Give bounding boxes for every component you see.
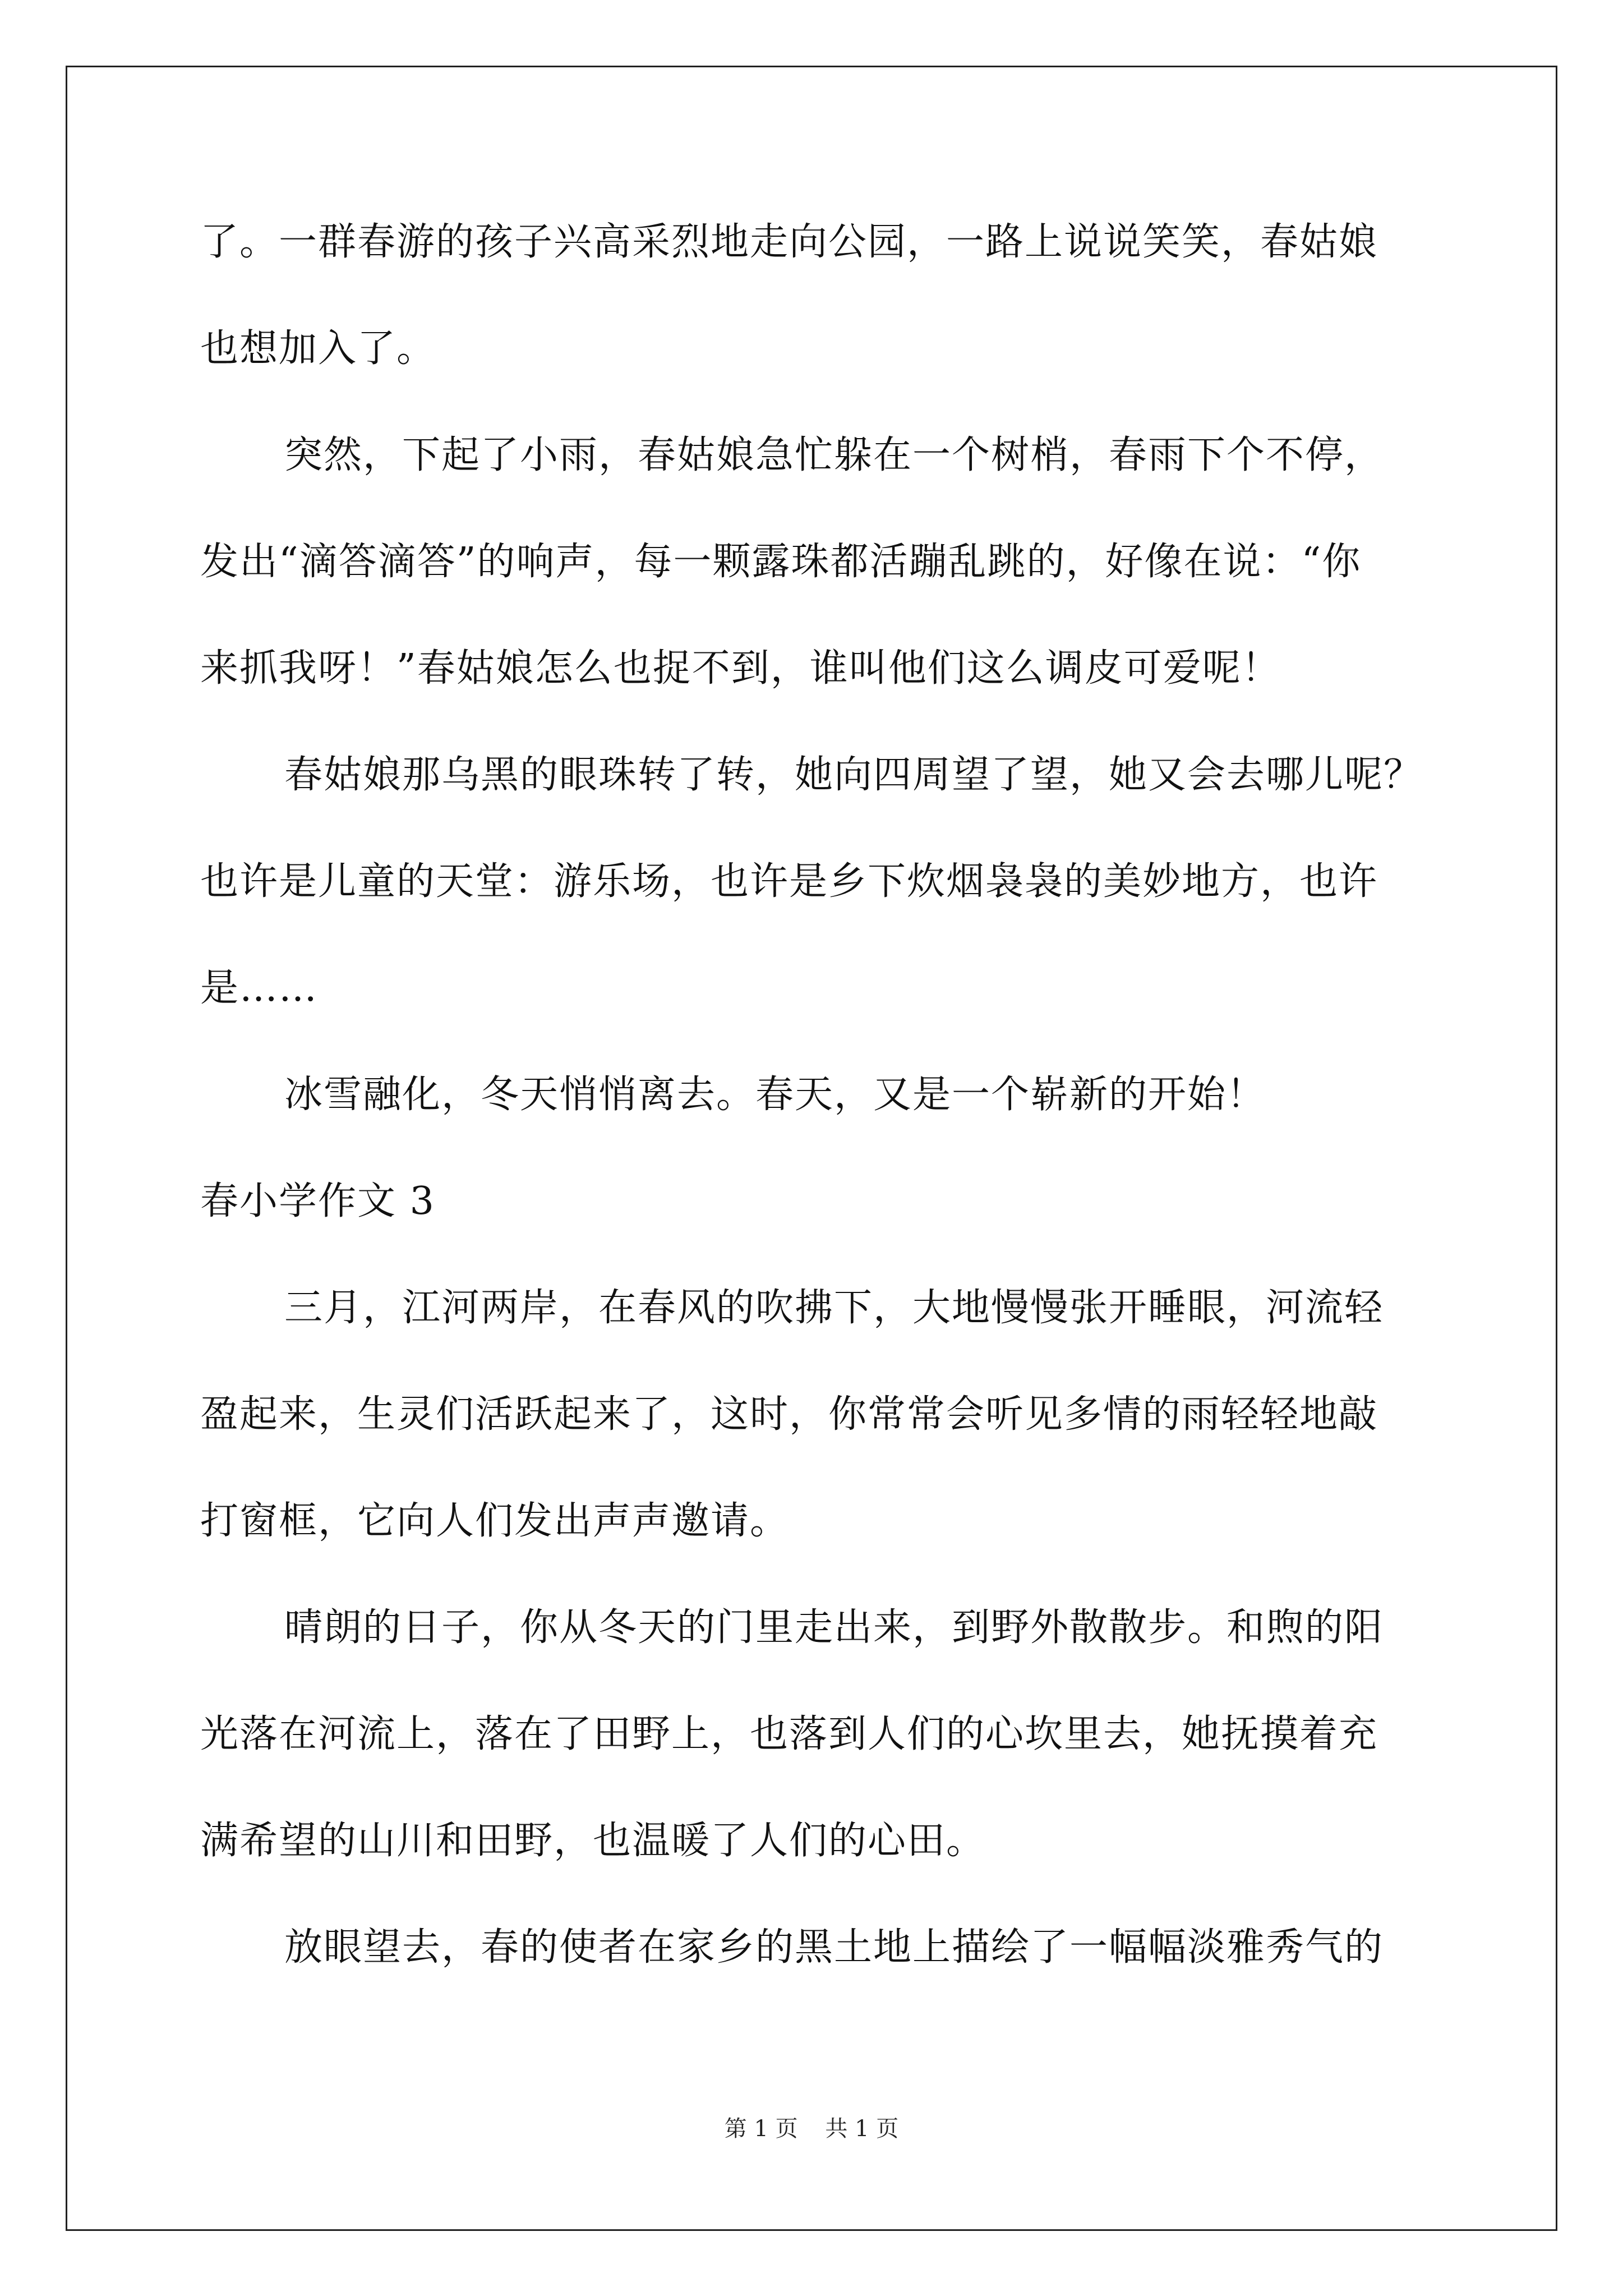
page-footer	[0, 2115, 1623, 2143]
text-line: 光落在河流上，落在了田野上，也落到人们的心坎里去，她抚摸着充	[200, 1712, 1378, 1756]
text-line: 发出“滴答滴答”的响声，每一颗露珠都活蹦乱跳的，好像在说：“你	[200, 540, 1362, 584]
page-total: 共 1 页	[825, 2116, 899, 2142]
paragraph-line: 三月，江河两岸，在春风的吹拂下，大地慢慢张开睡眼，河流轻	[284, 1286, 1384, 1330]
text-line: 了。一群春游的孩子兴高采烈地走向公园，一路上说说笑笑，春姑娘	[200, 220, 1378, 264]
paragraph-line: 春姑娘那乌黑的眼珠转了转，她向四周望了望，她又会去哪儿呢？	[284, 753, 1423, 797]
section-title: 春小学作文 3	[200, 1179, 435, 1223]
text-line: 打窗框，它向人们发出声声邀请。	[200, 1499, 790, 1543]
text-line: 也许是儿童的天堂：游乐场，也许是乡下炊烟袅袅的美妙地方，也许	[200, 859, 1378, 904]
page-number: 第 1 页	[724, 2116, 798, 2142]
paragraph-line: 晴朗的日子，你从冬天的门里走出来，到野外散散步。和煦的阳	[284, 1605, 1384, 1650]
text-line: 满希望的山川和田野，也温暖了人们的心田。	[200, 1819, 986, 1863]
paragraph-line: 冰雪融化，冬天悄悄离去。春天，又是一个崭新的开始！	[284, 1073, 1266, 1117]
page-frame	[66, 66, 1557, 2231]
text-line: 盈起来，生灵们活跃起来了，这时，你常常会听见多情的雨轻轻地敲	[200, 1392, 1378, 1437]
text-line: 来抓我呀！”春姑娘怎么也捉不到，谁叫他们这么调皮可爱呢！	[200, 646, 1281, 691]
text-line: 也想加入了。	[200, 326, 436, 371]
paragraph-line: 放眼望去，春的使者在家乡的黑土地上描绘了一幅幅淡雅秀气的	[284, 1925, 1384, 1970]
paragraph-line: 突然，下起了小雨，春姑娘急忙躲在一个树梢，春雨下个不停，	[284, 433, 1384, 477]
text-line: 是……	[200, 966, 319, 1010]
